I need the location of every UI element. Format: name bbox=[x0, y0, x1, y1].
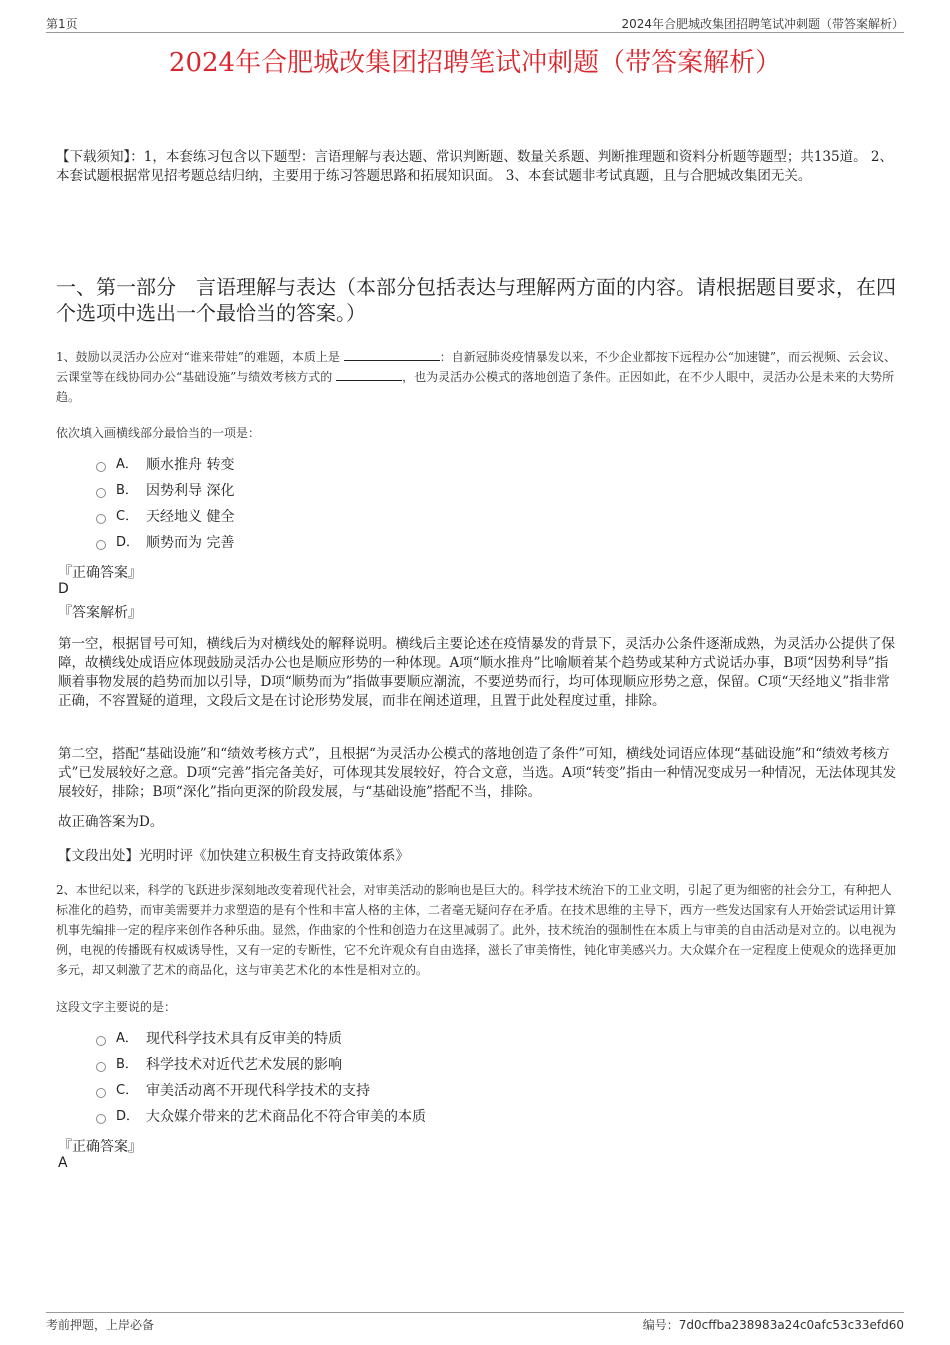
option-letter: B． bbox=[116, 1057, 138, 1072]
option-text: 大众媒介带来的艺术商品化不符合审美的本质 bbox=[146, 1109, 426, 1125]
option-letter: D． bbox=[116, 535, 140, 550]
question-1-text-part-c: ，也为灵活办公模式的落地创造了条件。正因如此，在不少人眼中，灵活办公是未来的大势所趋。 bbox=[56, 370, 895, 404]
document-id: 编号：7d0cffba238983a24c0afc53c33efd60 bbox=[642, 1318, 904, 1332]
radio-button-icon[interactable] bbox=[96, 514, 106, 524]
download-notice: 【下载须知】：1，本套练习包含以下题型：言语理解与表达题、常识判断题、数量关系题、判断推理题和资料分析题等题型；共135道。 2、本套试题根据常见招考题总结归纳，主要用于练习答题思路和拓展知识面。 3、本套试题非考试真题，且与合肥城改集团无关。 bbox=[56, 149, 893, 184]
section-title: 一、第一部分 言语理解与表达（本部分包括表达与理解两方面的内容。请根据题目要求，在四个选项中选出一个最恰当的答案。） bbox=[56, 275, 896, 325]
running-title: 2024年合肥城改集团招聘笔试冲刺题（带答案解析） bbox=[621, 17, 904, 31]
question-1-prompt: 依次填入画横线部分最恰当的一项是： bbox=[56, 426, 261, 440]
analysis-paragraph-1: 第一空，根据冒号可知，横线后为对横线处的解释说明。横线后主要论述在疫情暴发的背景下，灵活办公条件逐渐成熟，为灵活办公提供了保障，故横线处成语应体现鼓励灵活办公也是顺应形势的一种体现。A项“顺水推舟”比喻顺着某个趋势或某种方式说话办事，B项“因势利导”指顺着事物发展的趋势而加以引导，D项“顺势而为”指做事要顺应潮流，不要逆势而行，均可体现顺应形势之意，保留。C项“天经地义”指非常正确，不容置疑的道理，文段后文是在讨论形势发展，而非在阐述道理，且置于此处程度过重，排除。 bbox=[58, 636, 895, 709]
question-2-prompt: 这段文字主要说的是： bbox=[56, 1000, 177, 1014]
option-letter: A． bbox=[116, 1031, 138, 1046]
analysis-label: 『答案解析』 bbox=[58, 605, 142, 621]
option-d[interactable] bbox=[96, 1104, 426, 1130]
option-letter: B． bbox=[116, 483, 138, 498]
correct-answer-label: 『正确答案』 bbox=[58, 1139, 142, 1155]
option-text: 天经地义 健全 bbox=[146, 509, 235, 525]
radio-button-icon[interactable] bbox=[96, 1062, 106, 1072]
option-text: 顺势而为 完善 bbox=[146, 535, 235, 551]
option-text: 科学技术对近代艺术发展的影响 bbox=[146, 1057, 342, 1073]
correct-answer-label: 『正确答案』 bbox=[58, 565, 142, 581]
answer-blank-1 bbox=[344, 348, 440, 361]
option-a[interactable] bbox=[96, 1026, 426, 1052]
question-1-text-part-b: ：自新冠肺炎疫情暴发以来，不少企业都按下远程办公“加速键”，而云视频、云会议、云课堂等在线协同办公“基础设施”与绩效考核方式的 bbox=[56, 350, 897, 384]
radio-button-icon[interactable] bbox=[96, 1088, 106, 1098]
radio-button-icon[interactable] bbox=[96, 1114, 106, 1124]
analysis-conclusion: 故正确答案为D。 bbox=[58, 814, 164, 830]
radio-button-icon[interactable] bbox=[96, 462, 106, 472]
option-c[interactable] bbox=[96, 504, 234, 530]
analysis-paragraph-2: 第二空，搭配“基础设施”和“绩效考核方式”，且根据“为灵活办公模式的落地创造了条件”可知，横线处词语应体现“基础设施”和“绩效考核方式”已发展较好之意。D项“完善”指完备美好，可体现其发展较好，符合文意，当选。A项“转变”指由一种情况变成另一种情况，无法体现其发展较好，排除；B项“深化”指向更深的阶段发展，与“基础设施”搭配不当，排除。 bbox=[58, 746, 897, 800]
question-2-text: 2、本世纪以来，科学的飞跃进步深刻地改变着现代社会，对审美活动的影响也是巨大的。科学技术统治下的工业文明，引起了更为细密的社会分工，有种把人标准化的趋势，而审美需要并力求塑造的是有个性和丰富人格的主体，二者毫无疑问存在矛盾。在技术思维的主导下，西方一些发达国家有人开始尝试运用计算机事先编排一定的程序来创作各种乐曲。显然，作曲家的个性和创造力在这里减弱了。此外，技术统治的强制性在本质上与审美的自由活动是对立的。以电视为例，电视的传播既有权威诱导性，又有一定的专断性，它不允许观众有自由选择，滋长了审美惰性，钝化审美感兴力。大众媒介在一定程度上使观众的选择更加多元，却又刺激了艺术的商品化，这与审美艺术化的本性是相对立的。 bbox=[56, 883, 897, 977]
option-letter: D． bbox=[116, 1109, 140, 1124]
question-1-text-part-a: 1、鼓励以灵活办公应对“谁来带娃”的难题，本质上是 bbox=[56, 350, 340, 364]
page-footer bbox=[46, 1312, 904, 1333]
option-b[interactable] bbox=[96, 478, 234, 504]
option-text: 顺水推舟 转变 bbox=[146, 457, 235, 473]
option-text: 现代科学技术具有反审美的特质 bbox=[146, 1031, 342, 1047]
page-number: 第1页 bbox=[46, 17, 78, 31]
correct-answer: D bbox=[58, 581, 69, 597]
option-letter: A． bbox=[116, 457, 138, 472]
option-letter: C． bbox=[116, 509, 139, 524]
option-text: 因势利导 深化 bbox=[146, 483, 235, 499]
question-2-options bbox=[96, 1026, 426, 1130]
footer-slogan: 考前押题，上岸必备 bbox=[46, 1318, 155, 1332]
radio-button-icon[interactable] bbox=[96, 488, 106, 498]
option-c[interactable] bbox=[96, 1078, 426, 1104]
radio-button-icon[interactable] bbox=[96, 1036, 106, 1046]
radio-button-icon[interactable] bbox=[96, 540, 106, 550]
answer-blank-2 bbox=[336, 368, 402, 381]
option-a[interactable] bbox=[96, 452, 234, 478]
option-b[interactable] bbox=[96, 1052, 426, 1078]
option-d[interactable] bbox=[96, 530, 234, 556]
option-letter: C． bbox=[116, 1083, 139, 1098]
document-title: 2024年合肥城改集团招聘笔试冲刺题（带答案解析） bbox=[168, 48, 782, 78]
question-1-options bbox=[96, 452, 234, 556]
correct-answer: A bbox=[58, 1155, 68, 1171]
question-1-text bbox=[56, 347, 898, 407]
passage-source: 【文段出处】光明时评《加快建立积极生育支持政策体系》 bbox=[58, 848, 409, 864]
page-header bbox=[46, 14, 904, 33]
option-text: 审美活动离不开现代科学技术的支持 bbox=[146, 1083, 370, 1099]
